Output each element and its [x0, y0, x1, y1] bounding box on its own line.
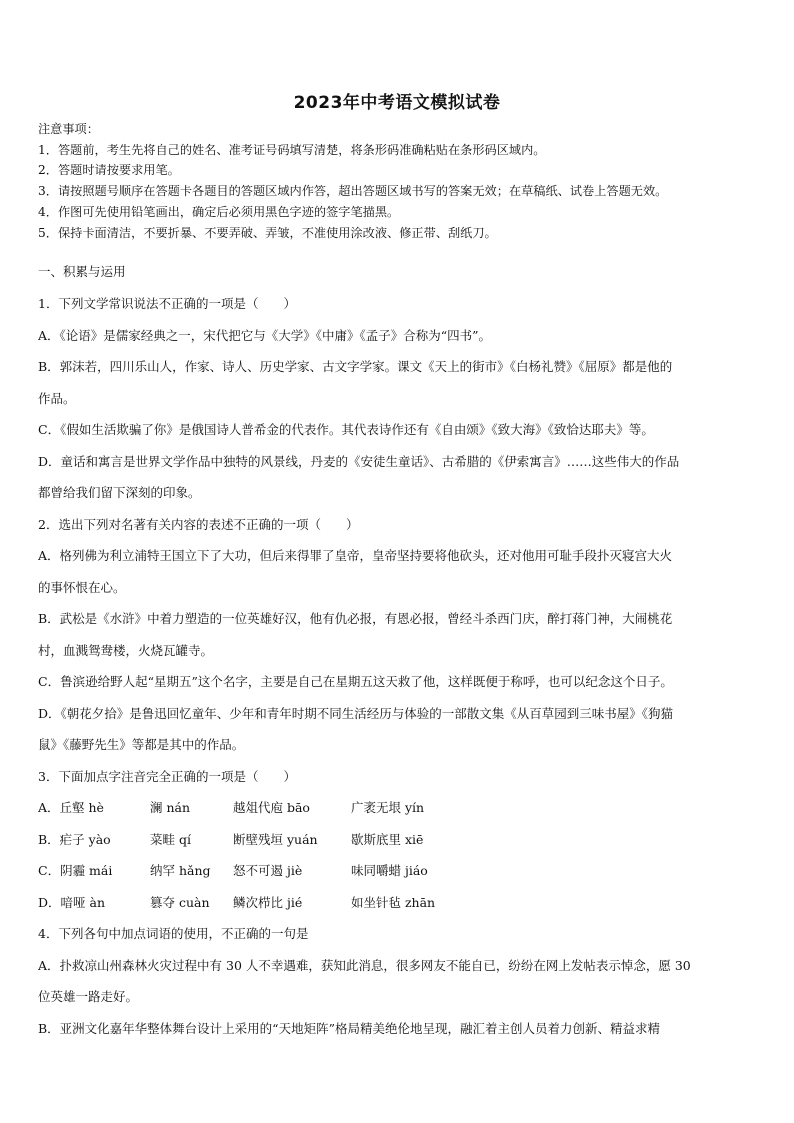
- q2-option-d: D．《朝花夕拾》是鲁迅回忆童年、少年和青年时期不同生活经历与体验的一部散文集《从百草园到三味书屋》《狗猫: [38, 705, 674, 721]
- section-heading: 一、积累与运用: [38, 264, 126, 279]
- q3-option-row: [38, 861, 763, 881]
- q3-cell: 纳罕 hǎng: [150, 863, 211, 878]
- q3-cell: 广袤无垠 yín: [351, 800, 425, 815]
- q2-option-a: A．格列佛为利立浦特王国立下了大功，但后来得罪了皇帝，皇帝坚持要将他砍头，还对他用可耻手段扑灭寝宫大火: [38, 548, 673, 563]
- q3-cell: D．喑哑 àn: [38, 894, 105, 910]
- q4-stem: 4．下列各句中加点词语的使用，不正确的一句是: [38, 926, 309, 941]
- q1-option-d: D．童话和寓言是世界文学作品中独特的风景线，丹麦的《安徒生童话》、古希腊的《伊索寓言》……这些伟大的作品: [38, 453, 680, 469]
- q2-option-c: C．鲁滨逊给野人起“星期五”这个名字，主要是自己在星期五这天救了他，这样既便于称呼，也可以纪念这个日子。: [38, 674, 673, 689]
- q3-cell: 越俎代庖 bāo: [233, 800, 310, 815]
- q2-option-a-cont: 的事怀恨在心。: [38, 579, 126, 595]
- q4-option-a-cont: 位英雄一路走好。: [38, 989, 139, 1004]
- q2-option-d-cont: 鼠》《藤野先生》等都是其中的作品。: [38, 737, 245, 752]
- q3-cell: 如坐针毡 zhān: [351, 894, 436, 910]
- q3-stem: 3．下面加点字注音完全正确的一项是（ ）: [38, 768, 296, 784]
- q1-option-d-cont: 都曾给我们留下深刻的印象。: [38, 485, 201, 500]
- q3-cell: 怒不可遏 jiè: [233, 863, 303, 878]
- notes-block: [38, 119, 768, 243]
- q3-cell: C．阴霾 mái: [38, 863, 113, 878]
- q4-option-a: A．扑救凉山州森林火灾过程中有 30 人不幸遇难，获知此消息，很多网友不能自已，纷纷在网上发帖表示悼念，愿 30: [38, 957, 691, 973]
- q1-stem: 1．下列文学常识说法不正确的一项是（ ）: [38, 296, 296, 311]
- q3-cell: 歇斯底里 xiē: [351, 831, 424, 847]
- note-item: 2．答题时请按要求用笔。: [38, 163, 180, 178]
- notes-heading: 注意事项：: [38, 122, 99, 136]
- q3-option-row: [38, 893, 763, 913]
- question-body: [38, 262, 763, 1039]
- q2-option-b: B．武松是《水浒》中着力塑造的一位英雄好汉，他有仇必报，有恩必报，曾经斗杀西门庆，醉打蒋门神，大闹桃花: [38, 611, 673, 626]
- q3-option-row: [38, 830, 763, 850]
- q3-option-row: [38, 798, 763, 818]
- q1-option-b-cont: 作品。: [38, 390, 76, 406]
- note-item: 4．作图可先使用铅笔画出，确定后必须用黑色字迹的签字笔描黑。: [38, 204, 400, 219]
- q3-cell: B．疟子 yào: [38, 831, 111, 847]
- q3-cell: 鳞次栉比 jié: [233, 894, 303, 910]
- q3-cell: 味同嚼蜡 jiáo: [351, 863, 428, 878]
- q1-option-b: B．郭沫若，四川乐山人，作家、诗人、历史学家、古文字学家。课文《天上的街市》《白杨礼赞》《屈原》都是他的: [38, 359, 673, 374]
- q3-cell: 断壁残垣 yuán: [233, 831, 318, 847]
- q3-cell: A．丘壑 hè: [38, 800, 104, 815]
- q1-option-a: A．《论语》是儒家经典之一，宋代把它与《大学》《中庸》《孟子》合称为“四书”。: [38, 327, 492, 343]
- note-item: 5．保持卡面清洁，不要折暴、不要弄破、弄皱，不准使用涂改液、修正带、刮纸刀。: [38, 225, 497, 240]
- q2-option-b-cont: 村，血溅鸳鸯楼，火烧瓦罐寺。: [38, 642, 214, 658]
- q2-stem: 2．选出下列对名著有关内容的表述不正确的一项（ ）: [38, 516, 359, 532]
- q3-cell: 篡夺 cuàn: [150, 894, 210, 910]
- note-item: 3．请按照题号顺序在答题卡各题目的答题区域内作答，超出答题区域书写的答案无效；在草稿纸、试卷上答题无效。: [38, 184, 668, 199]
- q3-cell: 澜 nán: [150, 800, 191, 815]
- q4-option-b: B．亚洲文化嘉年华整体舞台设计上采用的“天地矩阵”格局精美绝伦地呈现，融汇着主创人员着力创新、精益求精: [38, 1020, 660, 1036]
- q3-cell: 菜畦 qí: [150, 831, 191, 847]
- note-item: 1．答题前，考生先将自己的姓名、准考证号码填写清楚，将条形码准确粘贴在条形码区域内。: [38, 142, 546, 157]
- page-title: 2023年中考语文模拟试卷: [293, 93, 501, 113]
- q1-option-c: C．《假如生活欺骗了你》是俄国诗人普希金的代表作。其代表诗作还有《自由颂》《致大海》《致恰达耶夫》等。: [38, 422, 654, 437]
